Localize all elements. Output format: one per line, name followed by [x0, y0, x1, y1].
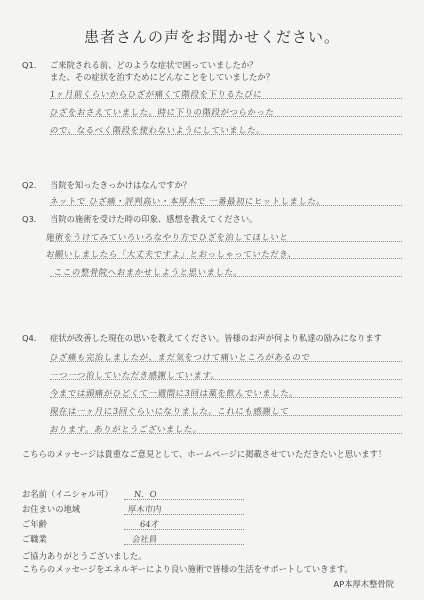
q1-answer-line-3: ので、なるべく階段を使わないようにしていました。	[49, 125, 266, 135]
age-value: 64才	[139, 519, 160, 529]
q3-answer-line-2: お願いしましたら「大丈夫ですよ」とおっしゃっていただき、	[45, 249, 298, 259]
q4-text: 症状が改善した現在の思いを教えてください。皆様のお声が何より私達の励みになります	[50, 333, 382, 343]
q1-number: Q1.	[22, 60, 37, 70]
age-label: ご年齢	[22, 519, 47, 529]
permission-message: こちらのメッセージは貴重なご意見として、ホームページに掲載させていただきたいと思います！	[22, 449, 387, 459]
q1-answer-line-2: ひざをおさえていました。時に下りの階段がつらかった	[49, 107, 275, 117]
q2-question	[22, 180, 191, 191]
region-label: お住まいの地域	[22, 504, 81, 514]
q3-number: Q3.	[22, 214, 37, 224]
name-label: お名前（イニシャル可）	[22, 489, 113, 499]
q4-answer-line-5: おります。ありがとうございました。	[49, 424, 203, 434]
clinic-signature: AP本厚木整骨院	[333, 579, 394, 589]
q4-answer-line-1: ひざ痛も完治しましたが、まだ気をつけて痛いところがあるので	[49, 352, 311, 362]
q1-question	[22, 60, 257, 71]
occupation-label: ご職業	[22, 534, 47, 544]
q4-answer-line-3: 今までは頭痛がひどくて一週間に3回は薬を飲んでいました。	[49, 388, 299, 398]
q3-text: 当院の施術を受けた時の印象、感想を教えてください。	[50, 214, 258, 224]
q4-answer-line-4: 現在は一ヶ月に3回ぐらいになりました。これにも感謝して	[49, 406, 290, 416]
region-value: 厚木市内	[127, 504, 163, 514]
q4-number: Q4.	[22, 333, 37, 343]
occupation-value: 会社員	[131, 534, 158, 544]
q2-answer: ネットで ひざ痛・評判高い・本厚木で 一番最初にヒットしました。	[49, 196, 327, 206]
q2-number: Q2.	[22, 180, 37, 190]
q3-answer-line-3: ここの整骨院へおまかせしようと思いました。	[53, 267, 244, 277]
q4-question	[22, 333, 382, 344]
q1-answer-line-1: 1ヶ月前くらいからひざが痛くて階段を下りるたびに	[49, 89, 263, 99]
page-title: 患者さんの声をお聞かせください。	[83, 28, 340, 46]
q4-answer-line-2: 一つ一つ治していただき感謝しています。	[49, 370, 221, 380]
thanks-message: ご協力ありがとうございました。	[22, 551, 147, 561]
q3-answer-line-1: 施術をうけてみていろいろなやり方でひざを治してほしいと	[45, 232, 289, 242]
closing-message: こちらのメッセージをエネルギーにより良い施術で皆様の生活をサポートしていきます。	[22, 564, 353, 574]
q1-line-2: また、その症状を治すためにどんなことをしていましたか？	[50, 72, 275, 82]
q1-line-1: ご来院される前、どのような症状で困っていましたか？	[50, 60, 258, 70]
q2-text: 当院を知ったきっかけはなんですか？	[50, 180, 192, 190]
q3-question	[22, 214, 257, 225]
name-value: N．O	[133, 489, 158, 499]
